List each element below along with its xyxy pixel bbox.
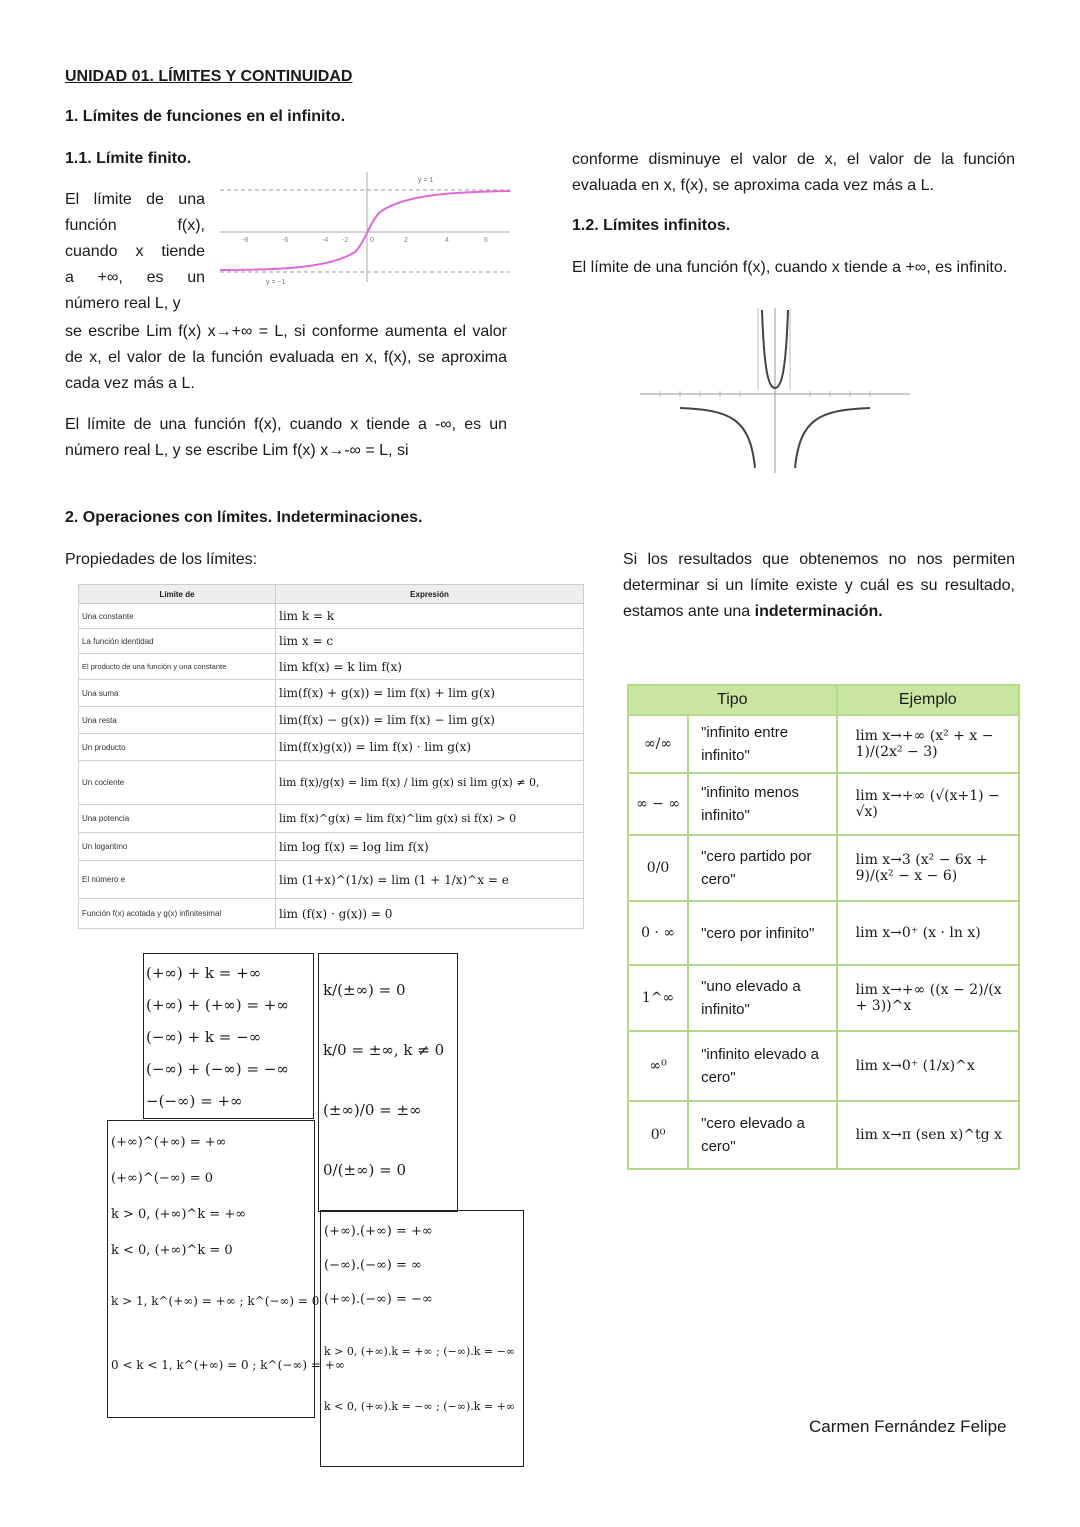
prop-name: Función f(x) acotada y g(x) infinitesimal	[79, 899, 276, 929]
prop-name: La función identidad	[79, 629, 276, 654]
author-name: Carmen Fernández Felipe	[809, 1417, 1007, 1436]
product-rule: (−∞).(−∞) = ∞	[324, 1258, 422, 1273]
header-example: Ejemplo	[837, 685, 1019, 715]
prop-name: Una suma	[79, 680, 276, 707]
finite-limit-graph	[220, 172, 510, 286]
indet-example: lim x→π (sen x)^tg x	[837, 1101, 1019, 1169]
indet-symbol: 0⁰	[628, 1101, 688, 1169]
division-rule: (±∞)/0 = ±∞	[323, 1101, 422, 1119]
intro-line: El límite de una	[65, 191, 205, 208]
subsection-infinite-heading: 1.2. Límites infinitos.	[572, 217, 731, 234]
indet-example: lim x→+∞ ((x − 2)/(x + 3))^x	[837, 965, 1019, 1031]
indet-symbol: 0 · ∞	[628, 901, 688, 965]
prop-name: El número e	[79, 861, 276, 899]
properties-table	[78, 584, 584, 929]
header-expression: Expresión	[276, 585, 584, 604]
prop-name: Un producto	[79, 734, 276, 761]
indet-symbol: ∞/∞	[628, 715, 688, 773]
tick-label: 4	[445, 237, 449, 244]
sum-rule: (−∞) + k = −∞	[146, 1028, 262, 1046]
indet-type: "infinito entre infinito"	[688, 715, 837, 773]
page-title: UNIDAD 01. LÍMITES Y CONTINUIDAD	[65, 68, 353, 85]
sum-rules-box	[143, 953, 314, 1119]
product-rule: (+∞).(−∞) = −∞	[324, 1292, 433, 1307]
product-rule: k < 0, (+∞).k = −∞ ; (−∞).k = +∞	[324, 1400, 515, 1413]
tick-label: -8	[242, 237, 249, 244]
division-rules-box	[318, 953, 458, 1212]
power-rule: (+∞)^(−∞) = 0	[111, 1171, 214, 1186]
prop-expr: lim(f(x) − g(x)) = lim f(x) − lim g(x)	[276, 707, 584, 734]
prop-name: Una resta	[79, 707, 276, 734]
indet-symbol: 1^∞	[628, 965, 688, 1031]
division-rule: k/(±∞) = 0	[323, 981, 406, 999]
sum-rule: (+∞) + (+∞) = +∞	[146, 996, 289, 1014]
prop-expr: lim kf(x) = k lim f(x)	[276, 654, 584, 680]
finite-limit-definition: se escribe Lim f(x) x→+∞ = L, si conforme aumenta el valor de x, el valor de la función evaluada en x, f(x), se aproxima cada vez más a L.	[65, 323, 507, 392]
indet-type: "cero elevado a cero"	[688, 1101, 837, 1169]
indeterminacy-text	[623, 547, 1015, 625]
indet-type: "infinito elevado a cero"	[688, 1031, 837, 1101]
finite-limit-intro	[65, 187, 205, 317]
indet-example: lim x→0⁺ (x · ln x)	[837, 901, 1019, 965]
graph-label-bottom: y = −1	[266, 279, 286, 286]
power-rule: k < 0, (+∞)^k = 0	[111, 1243, 233, 1258]
prop-expr: lim(f(x)g(x)) = lim f(x) · lim g(x)	[276, 734, 584, 761]
header-limit: Límite de	[79, 585, 276, 604]
sum-rule: (+∞) + k = +∞	[146, 964, 262, 982]
minus-infinity-continuation: conforme disminuye el valor de x, el valor de la función evaluada en x, f(x), se aproxima cada vez más a L.	[572, 151, 1015, 194]
infinite-limit-definition: El límite de una función f(x), cuando x tiende a +∞, es infinito.	[572, 259, 1008, 276]
prop-expr: lim log f(x) = log lim f(x)	[276, 833, 584, 861]
indet-symbol: ∞ − ∞	[628, 773, 688, 835]
tick-label: 2	[404, 237, 408, 244]
indet-symbol: 0/0	[628, 835, 688, 901]
intro-line: cuando x tiende	[65, 243, 205, 260]
prop-expr: lim (1+x)^(1/x) = lim (1 + 1/x)^x = e	[276, 861, 584, 899]
prop-name: Un cociente	[79, 761, 276, 805]
intro-line: a +∞, es un	[65, 269, 205, 286]
product-rule: k > 0, (+∞).k = +∞ ; (−∞).k = −∞	[324, 1345, 515, 1358]
sum-rule: (−∞) + (−∞) = −∞	[146, 1060, 289, 1078]
division-rule: 0/(±∞) = 0	[323, 1161, 407, 1179]
tick-label: 0	[370, 237, 374, 244]
prop-name: El producto de una función y una constante	[79, 654, 276, 680]
intro-line: función f(x),	[65, 217, 205, 234]
product-rule: (+∞).(+∞) = +∞	[324, 1224, 433, 1239]
indeterminacy-word: indeterminación.	[754, 603, 883, 620]
prop-expr: lim(f(x) + g(x)) = lim f(x) + lim g(x)	[276, 680, 584, 707]
indeterminations-table	[627, 684, 1020, 1170]
indet-example: lim x→+∞ (√(x+1) − √x)	[837, 773, 1019, 835]
tick-label: 6	[484, 237, 488, 244]
indet-example: lim x→0⁺ (1/x)^x	[837, 1031, 1019, 1101]
product-rules-box	[320, 1210, 524, 1467]
properties-label: Propiedades de los límites:	[65, 551, 258, 568]
indet-example: lim x→+∞ (x² + x − 1)/(2x² − 3)	[837, 715, 1019, 773]
graph-label-top: y = 1	[418, 177, 434, 184]
prop-expr: lim x = c	[276, 629, 584, 654]
tick-label: -6	[282, 237, 289, 244]
prop-expr: lim f(x)/g(x) = lim f(x) / lim g(x) si lim g(x) ≠ 0,	[276, 761, 584, 805]
section2-heading: 2. Operaciones con límites. Indeterminaciones.	[65, 509, 423, 526]
intro-line: número real L, y	[65, 295, 181, 312]
prop-expr: lim (f(x) · g(x)) = 0	[276, 899, 584, 929]
section1-heading: 1. Límites de funciones en el infinito.	[65, 108, 346, 125]
prop-name: Una potencia	[79, 805, 276, 833]
minus-infinity-definition: El límite de una función f(x), cuando x tiende a -∞, es un número real L, y se escribe Lim f(x) x→-∞ = L, si	[65, 416, 507, 459]
prop-expr: lim k = k	[276, 604, 584, 629]
indet-symbol: ∞⁰	[628, 1031, 688, 1101]
tick-label: -2	[342, 237, 349, 244]
indet-type: "uno elevado a infinito"	[688, 965, 837, 1031]
power-rule: 0 < k < 1, k^(+∞) = 0 ; k^(−∞) = +∞	[111, 1358, 345, 1372]
power-rules-box	[107, 1120, 345, 1418]
indet-example: lim x→3 (x² − 6x + 9)/(x² − x − 6)	[837, 835, 1019, 901]
indet-type: "cero partido por cero"	[688, 835, 837, 901]
header-type: Tipo	[628, 685, 837, 715]
prop-name: Un logaritmo	[79, 833, 276, 861]
indeterminacy-sentence: Si los resultados que obtenemos no nos permiten determinar si un límite existe y cuál es su resultado, estamos ante una	[623, 551, 1015, 620]
indet-type: "infinito menos infinito"	[688, 773, 837, 835]
division-rule: k/0 = ±∞, k ≠ 0	[323, 1041, 445, 1059]
power-rule: (+∞)^(+∞) = +∞	[111, 1135, 227, 1150]
tick-label: -4	[322, 237, 329, 244]
infinite-limit-graph	[640, 308, 910, 473]
subsection-finite-heading: 1.1. Límite finito.	[65, 150, 192, 167]
indet-type: "cero por infinito"	[688, 901, 837, 965]
sum-rule: −(−∞) = +∞	[146, 1092, 243, 1110]
prop-expr: lim f(x)^g(x) = lim f(x)^lim g(x) si f(x) > 0	[276, 805, 584, 833]
prop-name: Una constante	[79, 604, 276, 629]
power-rule: k > 0, (+∞)^k = +∞	[111, 1207, 247, 1222]
power-rule: k > 1, k^(+∞) = +∞ ; k^(−∞) = 0	[111, 1294, 320, 1308]
